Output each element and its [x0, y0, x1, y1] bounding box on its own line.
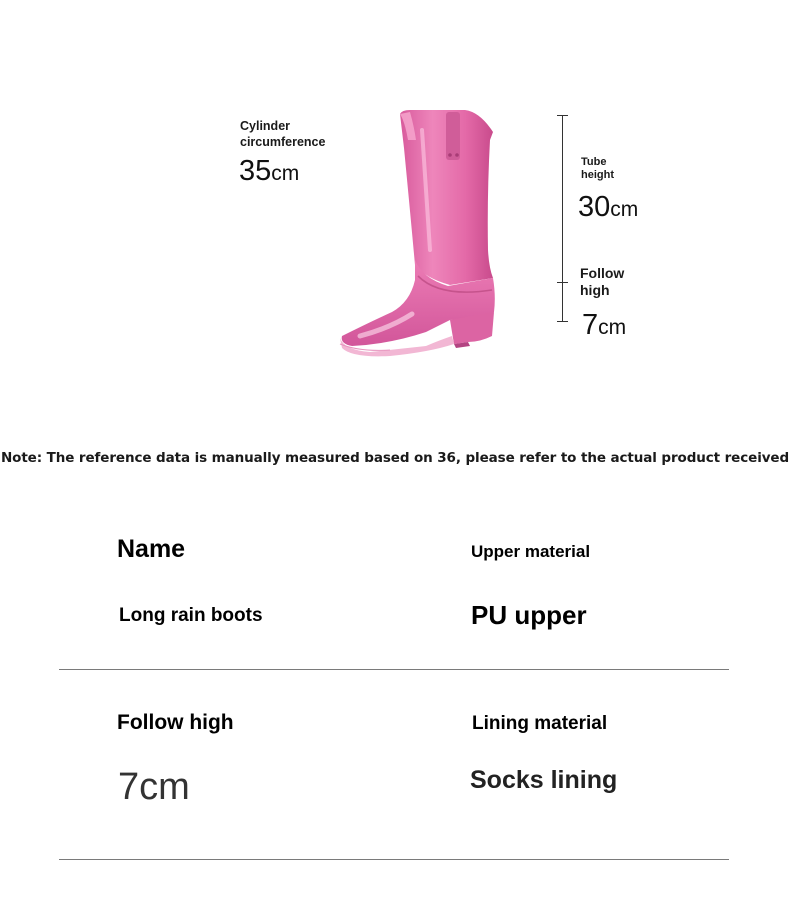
- tube-measurement: [578, 192, 638, 222]
- heel-measurement: [582, 310, 626, 340]
- spec-divider-1: [59, 669, 729, 670]
- tube-label-line2: height: [581, 169, 614, 181]
- cylinder-value: 35: [239, 155, 272, 187]
- tube-value: 30: [578, 191, 611, 223]
- measurement-note: Note: The reference data is manually measured based on 36, please refer to the actual product received: [0, 450, 790, 466]
- cylinder-measurement: [239, 156, 299, 186]
- spec-lining-label: Lining material: [472, 713, 608, 734]
- cylinder-label-line2: circumference: [240, 135, 326, 149]
- height-scale-line: [562, 115, 563, 322]
- scale-tick-bottom: [557, 321, 568, 322]
- spec-heel-value: 7cm: [118, 766, 190, 808]
- spec-heel-label: Follow high: [117, 711, 234, 734]
- scale-tick-middle: [557, 282, 568, 283]
- spec-upper-value: PU upper: [471, 600, 587, 630]
- spec-upper-label: Upper material: [471, 542, 591, 561]
- tube-height-label: [581, 156, 614, 182]
- spec-divider-2: [59, 859, 729, 860]
- heel-label-line2: high: [580, 282, 610, 298]
- tube-label-line1: Tube: [581, 156, 607, 168]
- pink-rain-boot-image: [330, 100, 510, 365]
- scale-tick-top: [557, 115, 568, 116]
- tube-unit: cm: [610, 198, 639, 221]
- spec-name-value: Long rain boots: [119, 605, 263, 626]
- spec-lining-value: Socks lining: [470, 766, 618, 794]
- heel-height-label: [580, 265, 624, 299]
- heel-label-line1: Follow: [580, 265, 625, 281]
- cylinder-label-line1: Cylinder: [240, 119, 291, 133]
- heel-unit: cm: [598, 316, 627, 339]
- cylinder-unit: cm: [271, 162, 300, 185]
- heel-value: 7: [582, 309, 599, 341]
- cylinder-label: [240, 118, 325, 150]
- spec-name-label: Name: [117, 535, 186, 563]
